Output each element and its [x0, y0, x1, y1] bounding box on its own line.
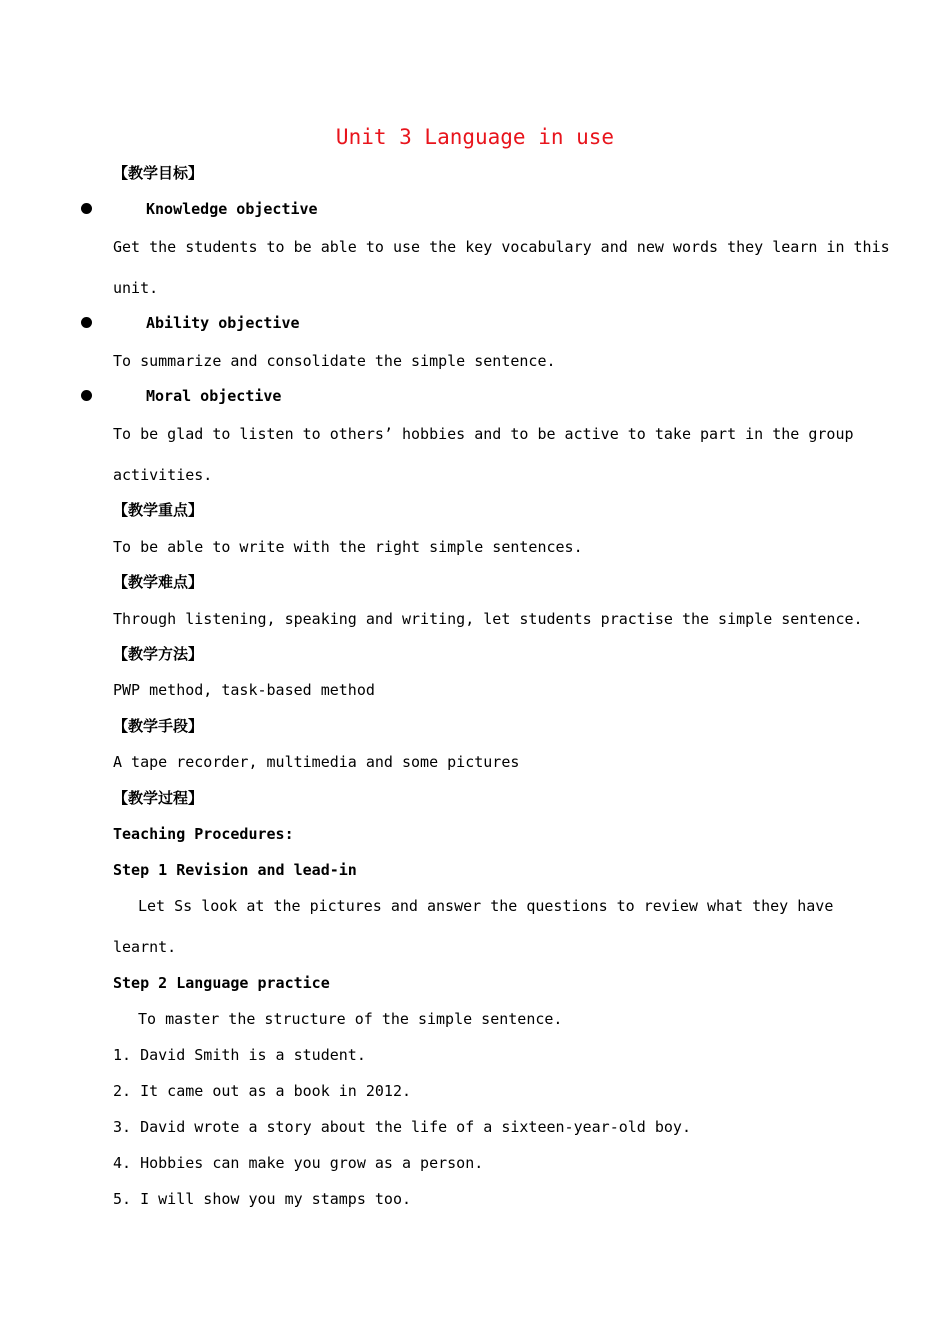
- step2-title: Step 2 Language practice: [113, 974, 330, 992]
- difficulties-heading: 【教学难点】: [113, 573, 204, 591]
- aids-text: A tape recorder, multimedia and some pictures: [113, 753, 520, 771]
- knowledge-objective-text-cont: unit.: [113, 279, 159, 297]
- difficulties-text: Through listening, speaking and writing, let students practise the simple sentence.: [113, 610, 863, 628]
- process-heading: 【教学过程】: [113, 789, 204, 807]
- sentence-item: 2. It came out as a book in 2012.: [113, 1082, 412, 1100]
- ability-objective-text: To summarize and consolidate the simple sentence.: [113, 352, 556, 370]
- knowledge-objective-label: Knowledge objective: [146, 200, 318, 218]
- step1-title: Step 1 Revision and lead-in: [113, 861, 357, 879]
- step1-text: Let Ss look at the pictures and answer the questions to review what they have: [138, 897, 834, 915]
- bullet-icon: [81, 317, 92, 328]
- ability-objective-label: Ability objective: [146, 314, 300, 332]
- teaching-procedures-heading: Teaching Procedures:: [113, 825, 294, 843]
- sentence-item: 5. I will show you my stamps too.: [113, 1190, 412, 1208]
- moral-objective-label: Moral objective: [146, 387, 282, 405]
- key-points-text: To be able to write with the right simple sentences.: [113, 538, 583, 556]
- moral-objective-text: To be glad to listen to others’ hobbies and to be active to take part in the group: [113, 425, 854, 443]
- moral-objective-text-cont: activities.: [113, 466, 213, 484]
- methods-heading: 【教学方法】: [113, 645, 204, 663]
- sentence-item: 1. David Smith is a student.: [113, 1046, 366, 1064]
- sentence-item: 4. Hobbies can make you grow as a person.: [113, 1154, 484, 1172]
- page-title: Unit 3 Language in use: [335, 125, 615, 149]
- step2-intro: To master the structure of the simple sentence.: [138, 1010, 563, 1028]
- bullet-icon: [81, 390, 92, 401]
- objectives-heading: 【教学目标】: [113, 164, 204, 182]
- key-points-heading: 【教学重点】: [113, 501, 204, 519]
- aids-heading: 【教学手段】: [113, 717, 204, 735]
- sentence-item: 3. David wrote a story about the life of a sixteen-year-old boy.: [113, 1118, 691, 1136]
- methods-text: PWP method, task-based method: [113, 681, 375, 699]
- step1-text-cont: learnt.: [113, 938, 177, 956]
- knowledge-objective-text: Get the students to be able to use the key vocabulary and new words they learn in this: [113, 238, 890, 256]
- bullet-icon: [81, 203, 92, 214]
